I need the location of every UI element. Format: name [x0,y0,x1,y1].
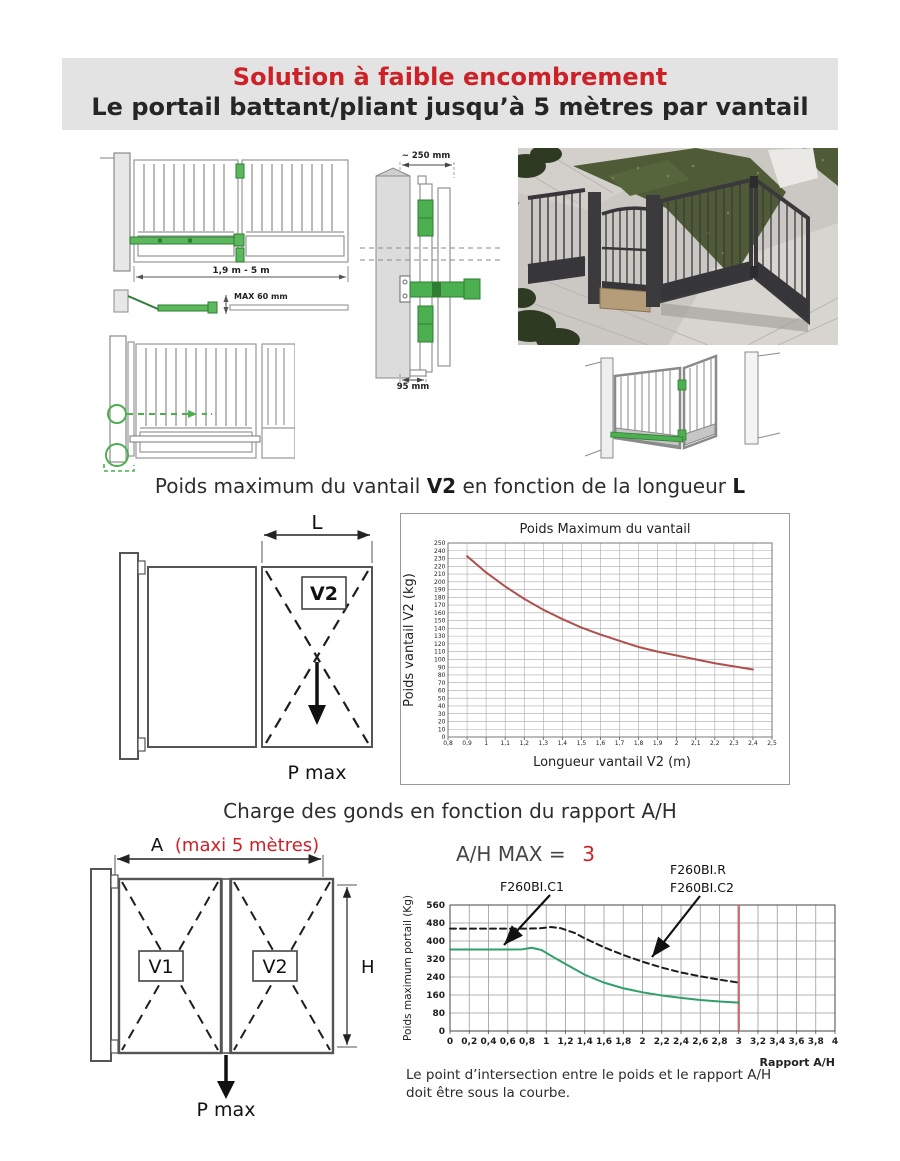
section1-title-v2: V2 [426,474,457,498]
chart2-ylabel: Poids maximum portail (Kg) [402,895,414,1041]
svg-text:2: 2 [674,740,679,747]
width-dimension [134,266,348,282]
svg-text:1,6: 1,6 [596,1037,612,1047]
svg-text:0,8: 0,8 [443,740,453,747]
section1-title-text: Poids maximum du vantail [154,474,421,498]
v2-label-box [302,577,346,609]
svg-text:4: 4 [831,1037,839,1047]
gate-side-view [114,290,348,314]
annotation-r: F260BI.R [670,862,726,877]
svg-text:1,6: 1,6 [595,740,606,747]
length-dimension [262,515,372,563]
gate-width-dim-label: 1,9 m - 5 m [212,266,270,276]
svg-text:2,4: 2,4 [748,740,758,747]
width-dimension-2 [115,855,323,877]
width-dim-label: A (maxi 5 mètres) [150,835,320,856]
svg-text:480: 480 [426,919,445,930]
svg-text:1,8: 1,8 [633,740,644,747]
svg-text:80: 80 [437,672,446,680]
svg-text:110: 110 [434,648,446,656]
svg-text:1,2: 1,2 [557,1037,574,1047]
svg-text:2,8: 2,8 [711,1037,728,1047]
svg-text:3: 3 [735,1037,742,1047]
svg-text:560: 560 [426,901,445,912]
annotation-c2: F260BI.C2 [670,880,734,895]
svg-text:0,8: 0,8 [519,1037,535,1047]
gate-photo [518,148,838,345]
svg-text:120: 120 [434,640,446,648]
svg-text:220: 220 [434,563,446,571]
panel-2-3d [684,356,716,448]
svg-text:240: 240 [426,973,445,984]
svg-text:0: 0 [441,734,446,742]
svg-text:140: 140 [434,625,446,633]
pmax-label-1: P max [287,762,347,784]
svg-text:2,2: 2,2 [710,740,720,747]
svg-text:150: 150 [434,617,446,625]
svg-text:2,5: 2,5 [767,740,777,747]
height-label: H [361,957,375,978]
chart1-ylabel: Poids vantail V2 (kg) [402,573,417,707]
weight-length-chart [400,513,790,785]
pillar [376,168,410,378]
svg-text:70: 70 [437,679,446,687]
svg-text:10: 10 [437,726,446,734]
svg-text:60: 60 [437,687,446,695]
v2-length-diagram [100,515,380,790]
gate-elevation-drawing [100,148,362,320]
svg-text:V2: V2 [262,956,288,978]
svg-text:1,7: 1,7 [614,740,625,747]
actuator-arm [130,164,244,262]
gonds-diagram [85,833,395,1118]
annotation-c1: F260BI.C1 [500,879,564,894]
post-offset-dim-label: 95 mm [396,382,430,390]
svg-text:2: 2 [639,1037,646,1047]
svg-text:3,8: 3,8 [807,1037,824,1047]
header-title: Solution à faible encombrement [232,63,668,91]
ah-max-value: 3 [582,842,596,866]
header-subtitle: Le portail battant/pliant jusqu’à 5 mètres par vantail [91,93,809,122]
svg-text:30: 30 [437,710,446,718]
v1-label-box [139,951,183,981]
svg-text:2,4: 2,4 [673,1037,689,1047]
v2-label-box-2 [253,951,297,981]
svg-text:0,6: 0,6 [499,1037,516,1047]
svg-text:1,8: 1,8 [615,1037,632,1047]
svg-text:160: 160 [426,991,445,1002]
svg-text:1,4: 1,4 [557,740,568,747]
spare-post-3d [745,352,780,444]
length-label: L [311,515,323,534]
svg-text:3,6: 3,6 [788,1037,805,1047]
svg-text:190: 190 [434,586,446,594]
header-band [62,58,838,130]
svg-text:1,4: 1,4 [576,1037,593,1047]
chart1-plot-area [434,540,777,747]
max-thickness-label: MAX 60 mm [234,292,288,301]
svg-text:3,4: 3,4 [769,1037,786,1047]
svg-text:1,2: 1,2 [519,740,530,747]
svg-text:230: 230 [434,555,446,563]
width-dim-note: (maxi 5 mètres) [174,835,320,856]
svg-text:V2: V2 [310,583,338,605]
svg-text:2,2: 2,2 [653,1037,670,1047]
svg-text:0,2: 0,2 [461,1037,478,1047]
post-width-dim-label: ~ 250 mm [401,151,451,161]
footer-note [406,1066,876,1102]
svg-text:0: 0 [438,1027,445,1038]
ah-max-heading: A/H MAX = 3 [456,842,596,866]
load-arrow-2 [217,1055,235,1099]
svg-text:1,9: 1,9 [652,740,663,747]
left-post [588,192,601,304]
svg-text:2,3: 2,3 [729,740,739,747]
svg-text:1: 1 [543,1037,550,1047]
section1-title-l: L [732,474,746,498]
svg-text:V1: V1 [148,956,174,978]
chart2-plot-area [426,901,838,1047]
svg-text:130: 130 [434,633,446,641]
svg-text:0: 0 [446,1037,454,1047]
svg-text:80: 80 [432,1009,445,1020]
svg-text:320: 320 [426,955,445,966]
svg-text:200: 200 [434,578,446,586]
svg-text:400: 400 [426,937,445,948]
chart2-xlabel: Rapport A/H [759,1056,835,1069]
svg-text:3,2: 3,2 [750,1037,766,1047]
gate-frame-2 [110,336,295,462]
svg-text:90: 90 [437,664,446,672]
svg-text:0,4: 0,4 [480,1037,497,1047]
svg-text:20: 20 [437,718,446,726]
svg-text:2,1: 2,1 [690,740,701,747]
svg-text:100: 100 [434,656,446,664]
chart1-title: Poids Maximum du vantail [519,522,691,537]
folded-gate-3d-drawing [585,340,810,470]
section2-title: Charge des gonds en fonction du rapport A/H [223,799,677,823]
svg-text:1,3: 1,3 [538,740,549,747]
svg-text:250: 250 [434,540,446,548]
svg-text:40: 40 [437,703,446,711]
svg-text:1: 1 [484,740,489,747]
svg-text:2,6: 2,6 [692,1037,709,1047]
svg-text:160: 160 [434,609,446,617]
svg-text:1,5: 1,5 [576,740,587,747]
svg-text:210: 210 [434,571,446,579]
svg-text:170: 170 [434,602,446,610]
svg-text:180: 180 [434,594,446,602]
actuator-track [130,436,260,442]
chart1-xlabel: Longueur vantail V2 (m) [533,755,691,770]
svg-text:240: 240 [434,547,446,555]
svg-text:0,9: 0,9 [462,740,472,747]
footer-note-line1: Le point d’intersection entre le poids et le rapport A/H [406,1067,772,1083]
section1-title: Poids maximum du vantail V2 en fonction de la longueur L [154,474,746,498]
hinge-location-drawing [100,324,295,472]
center-post [646,195,660,307]
footer-note-line2: doit être sous la courbe. [406,1085,571,1102]
svg-text:50: 50 [437,695,446,703]
pmax-label-2: P max [196,1099,256,1118]
height-dimension [337,885,375,1047]
svg-text:1,1: 1,1 [500,740,510,747]
gonds-chart [398,833,858,1073]
post-section-drawing [360,148,500,390]
